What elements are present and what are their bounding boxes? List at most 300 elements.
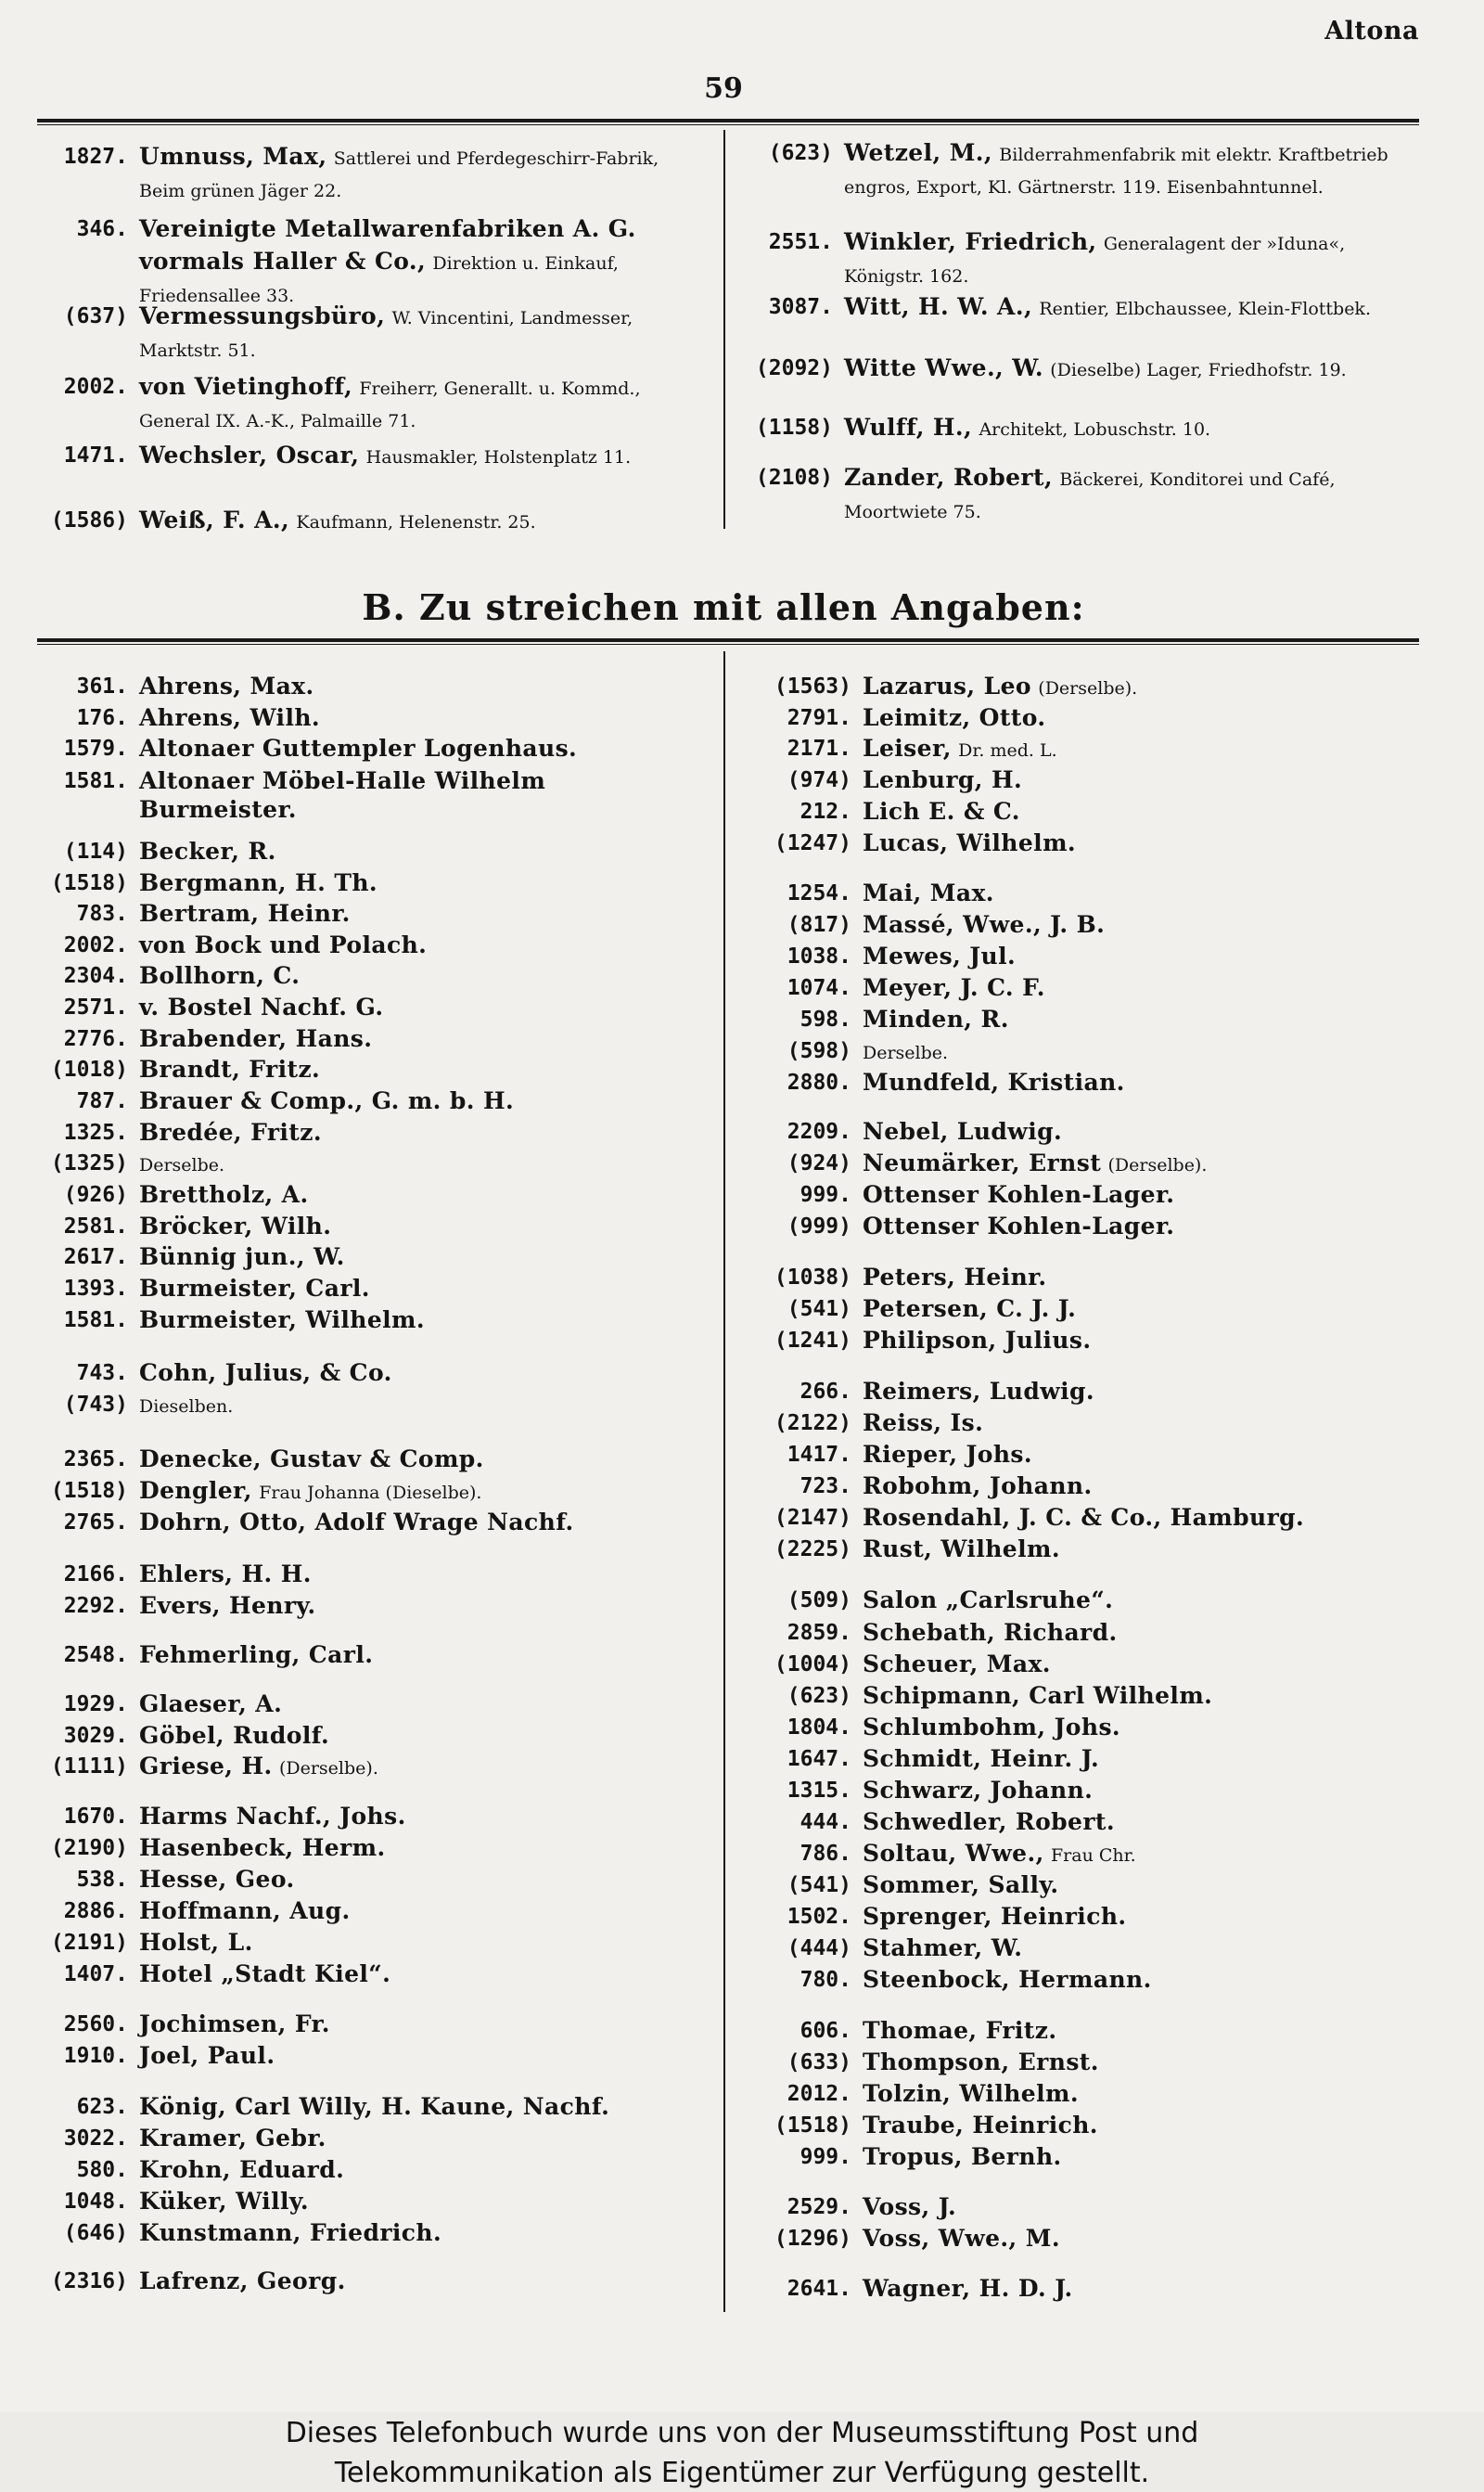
entry-number: 2886. — [63, 1899, 128, 1923]
entry-number: (637) — [63, 304, 128, 328]
entry-number: (444) — [787, 1936, 851, 1960]
entry-name: Schwedler, Robert. — [863, 1808, 1115, 1835]
entry-text — [844, 353, 1419, 386]
entry-text — [863, 943, 1419, 972]
entry-text — [844, 291, 1419, 325]
entry-number: 999. — [800, 1183, 851, 1207]
entry-text — [863, 2017, 1419, 2047]
entry-text — [139, 1243, 700, 1273]
entry-text — [139, 141, 700, 207]
entry-name: Hotel „Stadt Kiel“. — [139, 1960, 391, 1987]
entry-name: Leimitz, Otto. — [863, 704, 1046, 731]
entry-name: Hoffmann, Aug. — [139, 1897, 351, 1924]
entry-name: Jochimsen, Fr. — [139, 2010, 330, 2037]
entry-name: Denecke, Gustav & Comp. — [139, 1445, 484, 1472]
entry-text — [139, 1803, 700, 1832]
entry-number: (2316) — [50, 2269, 128, 2293]
entry-number: 2012. — [787, 2082, 851, 2106]
entry-name: Reiss, Is. — [863, 1409, 984, 1436]
entry-name: Ottenser Kohlen-Lager. — [863, 1213, 1175, 1240]
entry-text — [863, 1504, 1419, 1534]
entry-number: (1563) — [774, 674, 851, 699]
entry-text — [863, 1378, 1419, 1407]
entry-name: Neumärker, Ernst — [863, 1150, 1102, 1176]
entry-number: 2551. — [768, 230, 833, 254]
entry-name: Tropus, Bernh. — [863, 2143, 1062, 2170]
entry-number: (2225) — [774, 1537, 851, 1561]
entry-text — [139, 1960, 700, 1990]
entry-number: (2092) — [755, 356, 833, 380]
section-b-divider — [723, 651, 725, 2312]
section-b-heading: B. Zu streichen mit allen Angaben: — [362, 586, 1085, 628]
entry-name: Wulff, H., — [844, 414, 973, 441]
entry-detail: Bäckerei, Konditorei und Café, Moortwiete 75. — [844, 469, 1336, 522]
entry-name: Brettholz, A. — [139, 1181, 309, 1208]
entry-number: (817) — [787, 913, 851, 937]
entry-detail: Bilderrahmenfabrik mit elektr. Kraftbetrieb engros, Export, Kl. Gärtnerstr. 119. Eisenbahntunnel. — [844, 145, 1388, 198]
entry-number: 361. — [76, 674, 128, 699]
entry-number: (1004) — [774, 1652, 851, 1676]
entry-number: (743) — [63, 1393, 128, 1417]
entry-number: 2304. — [63, 964, 128, 988]
entry-detail: (Derselbe). — [278, 1758, 378, 1779]
entry-name: Meyer, J. C. F. — [863, 974, 1045, 1001]
entry-number: (2122) — [774, 1411, 851, 1435]
entry-text — [863, 1441, 1419, 1471]
entry-text — [139, 1509, 700, 1538]
entry-text — [863, 1682, 1419, 1712]
entry-text — [863, 829, 1419, 859]
entry-number: 1647. — [787, 1747, 851, 1771]
entry-number: 598. — [800, 1008, 851, 1032]
entry-number: (1247) — [774, 831, 851, 855]
entry-text — [139, 1641, 700, 1671]
footer-line-1: Dieses Telefonbuch wurde uns von der Museumsstiftung Post und — [285, 2417, 1199, 2449]
entry-text — [863, 2193, 1419, 2223]
entry-text — [863, 1714, 1419, 1743]
entry-text — [863, 1586, 1419, 1616]
entry-text — [139, 2267, 700, 2297]
entry-text — [844, 412, 1419, 445]
entry-name: Reimers, Ludwig. — [863, 1378, 1095, 1405]
entry-number: (1586) — [50, 508, 128, 533]
entry-number: 1581. — [63, 769, 128, 793]
entry-number: 2859. — [787, 1621, 851, 1645]
entry-number: (633) — [787, 2050, 851, 2075]
entry-number: (114) — [63, 840, 128, 864]
entry-number: (1038) — [774, 1265, 851, 1290]
entry-text — [863, 1808, 1419, 1838]
entry-text — [139, 1753, 700, 1782]
entry-name: Schlumbohm, Johs. — [863, 1714, 1121, 1741]
footer-notice — [0, 2412, 1484, 2492]
entry-text — [139, 371, 700, 437]
entry-number: 2548. — [63, 1643, 128, 1667]
entry-text — [863, 2049, 1419, 2078]
entry-name: Thompson, Ernst. — [863, 2049, 1099, 2075]
entry-text — [139, 735, 700, 764]
entry-name: Bollhorn, C. — [139, 962, 301, 989]
entry-text — [844, 226, 1419, 292]
entry-text — [863, 1472, 1419, 1502]
entry-number: 1471. — [63, 443, 128, 468]
entry-name: Philipson, Julius. — [863, 1327, 1092, 1354]
entry-name: Cohn, Julius, & Co. — [139, 1359, 392, 1386]
entry-name: Scheuer, Max. — [863, 1651, 1051, 1677]
entry-number: 2209. — [787, 1120, 851, 1144]
entry-name: Lich E. & C. — [863, 798, 1020, 825]
entry-number: (1018) — [50, 1058, 128, 1082]
entry-number: 2641. — [787, 2277, 851, 2301]
entry-text — [139, 838, 700, 867]
entry-text — [139, 440, 700, 473]
entry-spacer — [1044, 1843, 1051, 1867]
entry-name: Bredée, Fritz. — [139, 1119, 322, 1146]
entry-name: Bröcker, Wilh. — [139, 1213, 332, 1240]
entry-name: Göbel, Rudolf. — [139, 1722, 330, 1749]
entry-text — [139, 2219, 700, 2249]
entry-number: (623) — [787, 1684, 851, 1708]
entry-text — [863, 1150, 1419, 1179]
entry-number: (2147) — [774, 1506, 851, 1530]
entry-text — [863, 880, 1419, 909]
entry-name: Bergmann, H. Th. — [139, 869, 378, 896]
entry-number: 1038. — [787, 944, 851, 969]
entry-text — [139, 1150, 700, 1179]
entry-name: Glaeser, A. — [139, 1690, 283, 1717]
entry-number: (509) — [787, 1588, 851, 1612]
entry-name: von Bock und Polach. — [139, 931, 428, 958]
entry-text — [863, 1037, 1419, 1067]
entry-text — [139, 2093, 700, 2123]
entry-text — [139, 1056, 700, 1085]
entry-name: Brandt, Fritz. — [139, 1056, 321, 1083]
entry-number: 1929. — [63, 1692, 128, 1716]
entry-number: (924) — [787, 1151, 851, 1175]
entry-detail: Sattlerei und Pferdegeschirr-Fabrik, Beim grünen Jäger 22. — [139, 148, 659, 201]
entry-name: Vereinigte Metallwarenfabriken A. G. vormals Haller & Co., — [139, 215, 636, 275]
entry-detail: Dr. med. L. — [958, 740, 1057, 761]
entry-number: 1581. — [63, 1308, 128, 1332]
entry-detail: Dieselben. — [139, 1396, 234, 1417]
entry-number: 1074. — [787, 976, 851, 1000]
entry-number: (999) — [787, 1214, 851, 1239]
entry-detail: Derselbe. — [863, 1043, 949, 1063]
entry-number: (1158) — [755, 416, 833, 440]
entry-detail: (Dieselbe) Lager, Friedhofstr. 19. — [1050, 360, 1347, 380]
top-rule — [37, 119, 1419, 122]
entry-number: 2002. — [63, 375, 128, 399]
entry-text — [139, 1561, 700, 1590]
entry-text — [139, 673, 700, 702]
entry-text — [139, 2156, 700, 2186]
entry-text — [863, 2080, 1419, 2110]
entry-name: Salon „Carlsruhe“. — [863, 1586, 1114, 1613]
entry-text — [139, 994, 700, 1023]
entry-name: Tolzin, Wilhelm. — [863, 2080, 1079, 2107]
entry-name: Krohn, Eduard. — [139, 2156, 345, 2183]
entry-name: Lafrenz, Georg. — [139, 2267, 346, 2294]
entry-text — [139, 1087, 700, 1117]
entry-text — [863, 1535, 1419, 1565]
entry-text — [863, 1118, 1419, 1148]
entry-name: Minden, R. — [863, 1006, 1009, 1033]
entry-name: Nebel, Ludwig. — [863, 1118, 1063, 1145]
entry-name: Ahrens, Wilh. — [139, 704, 321, 731]
entry-text — [863, 974, 1419, 1004]
entry-detail: Hausmakler, Holstenplatz 11. — [365, 447, 632, 468]
entry-name: Vermessungsbüro, — [139, 302, 386, 329]
entry-name: Kunstmann, Friedrich. — [139, 2219, 442, 2246]
entry-name: Wetzel, M., — [844, 139, 992, 166]
entry-number: 2571. — [63, 996, 128, 1020]
entry-text — [863, 1934, 1419, 1964]
entry-number: 623. — [76, 2095, 128, 2119]
entry-number: 1407. — [63, 1962, 128, 1986]
entry-name: Sommer, Sally. — [863, 1871, 1059, 1898]
entry-text — [863, 704, 1419, 734]
entry-name: Hasenbeck, Herm. — [139, 1834, 386, 1861]
entry-number: 3087. — [768, 295, 833, 319]
entry-text — [863, 2225, 1419, 2254]
entry-text — [863, 1006, 1419, 1035]
entry-name: Bertram, Heinr. — [139, 900, 351, 927]
entry-number: 1827. — [63, 145, 128, 169]
entry-number: 723. — [800, 1474, 851, 1498]
entry-name: Sprenger, Heinrich. — [863, 1903, 1127, 1930]
entry-detail: (Derselbe). — [1107, 1155, 1208, 1175]
entry-text — [139, 213, 700, 312]
entry-text — [139, 1929, 700, 1959]
entry-number: (1518) — [50, 1479, 128, 1503]
entry-text — [139, 1592, 700, 1622]
entry-number: (2190) — [50, 1836, 128, 1860]
entry-number: 2791. — [787, 706, 851, 730]
entry-name: Brabender, Hans. — [139, 1025, 373, 1052]
entry-name: Hesse, Geo. — [139, 1866, 295, 1893]
entry-text — [863, 2112, 1419, 2141]
entry-text — [139, 2010, 700, 2040]
entry-name: Umnuss, Max, — [139, 143, 327, 170]
entry-text — [139, 1275, 700, 1304]
entry-text — [139, 1359, 700, 1389]
entry-number: 2581. — [63, 1214, 128, 1239]
entry-text — [139, 1445, 700, 1475]
entry-name: Joel, Paul. — [139, 2042, 275, 2069]
entry-name: Stahmer, W. — [863, 1934, 1023, 1961]
entry-name: Fehmerling, Carl. — [139, 1641, 374, 1668]
section-b-rule-thin — [37, 644, 1419, 645]
entry-name: Lenburg, H. — [863, 766, 1023, 793]
entry-text — [139, 1391, 700, 1420]
entry-text — [139, 2125, 700, 2154]
entry-text — [139, 1690, 700, 1720]
entry-detail: Direktion u. Einkauf, Friedensallee 33. — [139, 253, 619, 306]
entry-text — [139, 1866, 700, 1895]
entry-name: Becker, R. — [139, 838, 276, 865]
entry-spacer — [1097, 231, 1104, 255]
entry-text — [139, 962, 700, 992]
entry-text — [139, 1025, 700, 1055]
entry-name: Evers, Henry. — [139, 1592, 316, 1619]
entry-text — [139, 1181, 700, 1211]
entry-name: Petersen, C. J. J. — [863, 1295, 1077, 1322]
entry-text — [863, 1213, 1419, 1242]
entry-name: Altonaer Möbel-Halle Wilhelm Burmeister. — [139, 767, 546, 823]
entry-number: 538. — [76, 1868, 128, 1892]
entry-number: 2002. — [63, 933, 128, 957]
entry-number: (623) — [768, 141, 833, 165]
entry-text — [139, 1213, 700, 1242]
entry-name: Voss, Wwe., M. — [863, 2225, 1060, 2252]
entry-text — [863, 911, 1419, 941]
entry-number: 2529. — [787, 2195, 851, 2219]
entry-detail: Rentier, Elbchaussee, Klein-Flottbek. — [1039, 299, 1371, 319]
entry-number: 3029. — [63, 1724, 128, 1748]
page-number: 59 — [704, 72, 743, 105]
entry-number: 1804. — [787, 1715, 851, 1740]
entry-number: (541) — [787, 1297, 851, 1321]
entry-number: 743. — [76, 1361, 128, 1385]
entry-number: 212. — [800, 800, 851, 824]
entry-detail: Frau Chr. — [1050, 1845, 1136, 1866]
entry-number: (1518) — [50, 871, 128, 895]
entry-name: Lucas, Wilhelm. — [863, 829, 1077, 856]
entry-number: 1502. — [787, 1905, 851, 1929]
entry-text — [139, 1306, 700, 1336]
entry-spacer — [359, 444, 365, 469]
entry-text — [139, 2042, 700, 2072]
entry-text — [863, 1181, 1419, 1211]
entry-name: König, Carl Willy, H. Kaune, Nachf. — [139, 2093, 610, 2120]
entry-number: 2292. — [63, 1594, 128, 1618]
footer-line-2: Telekommunikation als Eigentümer zur Verfügung gestellt. — [334, 2457, 1150, 2489]
entry-text — [139, 1722, 700, 1752]
entry-name: Zander, Robert, — [844, 464, 1054, 491]
entry-name: Massé, Wwe., J. B. — [863, 911, 1106, 938]
entry-name: Rieper, Johs. — [863, 1441, 1032, 1468]
entry-name: Harms Nachf., Johs. — [139, 1803, 406, 1830]
entry-number: (541) — [787, 1873, 851, 1897]
entry-text — [863, 2143, 1419, 2173]
entry-number: 444. — [800, 1810, 851, 1834]
entry-number: 1579. — [63, 737, 128, 761]
entry-number: 1670. — [63, 1805, 128, 1829]
entry-number: 2171. — [787, 737, 851, 761]
entry-detail: W. Vincentini, Landmesser, Marktstr. 51. — [139, 308, 633, 361]
entry-text — [863, 1295, 1419, 1325]
entry-name: Holst, L. — [139, 1929, 253, 1956]
entry-text — [139, 505, 700, 538]
entry-name: Wechsler, Oscar, — [139, 442, 360, 469]
entry-text — [863, 1903, 1419, 1933]
entry-text — [863, 766, 1419, 796]
entry-text — [863, 1840, 1419, 1869]
entry-name: Mai, Max. — [863, 880, 994, 906]
entry-text — [139, 869, 700, 899]
entry-name: v. Bostel Nachf. G. — [139, 994, 384, 1021]
entry-number: 580. — [76, 2158, 128, 2182]
entry-number: 786. — [800, 1842, 851, 1866]
entry-number: (2108) — [755, 466, 833, 490]
entry-name: Dengler, — [139, 1477, 252, 1504]
entry-number: 2560. — [63, 2012, 128, 2036]
entry-number: 3022. — [63, 2126, 128, 2151]
entry-name: Dohrn, Otto, Adolf Wrage Nachf. — [139, 1509, 574, 1535]
entry-name: Weiß, F. A., — [139, 507, 290, 533]
entry-text — [139, 900, 700, 930]
entry-text — [139, 931, 700, 961]
entry-number: (926) — [63, 1183, 128, 1207]
entry-name: Ehlers, H. H. — [139, 1561, 312, 1587]
entry-name: Traube, Heinrich. — [863, 2112, 1098, 2139]
entry-number: 1910. — [63, 2044, 128, 2068]
entry-text — [863, 1777, 1419, 1806]
entry-name: Burmeister, Carl. — [139, 1275, 370, 1302]
top-rule-thin — [37, 124, 1419, 125]
entry-number: 266. — [800, 1380, 851, 1404]
entry-text — [844, 137, 1419, 203]
entry-number: (598) — [787, 1039, 851, 1063]
entry-text — [139, 1834, 700, 1864]
entry-detail: Derselbe. — [139, 1155, 225, 1175]
entry-name: Soltau, Wwe., — [863, 1840, 1044, 1867]
entry-detail: Freiherr, Generallt. u. Kommd., General IX. A.-K., Palmaille 71. — [139, 379, 641, 431]
entry-text — [139, 1897, 700, 1927]
entry-number: 2880. — [787, 1071, 851, 1095]
entry-number: 2166. — [63, 1562, 128, 1586]
entry-number: 2765. — [63, 1510, 128, 1535]
entry-name: Ottenser Kohlen-Lager. — [863, 1181, 1175, 1208]
entry-name: Winkler, Friedrich, — [844, 228, 1097, 255]
entry-number: 1417. — [787, 1443, 851, 1467]
entry-text — [139, 301, 700, 366]
entry-name: Lazarus, Leo — [863, 673, 1031, 700]
entry-number: 783. — [76, 902, 128, 926]
entry-number: 1048. — [63, 2190, 128, 2214]
entry-text — [139, 767, 700, 826]
entry-name: Rosendahl, J. C. & Co., Hamburg. — [863, 1504, 1305, 1531]
entry-text — [139, 704, 700, 734]
entry-name: Altonaer Guttempler Logenhaus. — [139, 735, 578, 762]
entry-name: Rust, Wilhelm. — [863, 1535, 1060, 1562]
entry-detail: (Derselbe). — [1038, 678, 1138, 699]
entry-text — [844, 462, 1419, 528]
entry-number: (1241) — [774, 1329, 851, 1353]
entry-text — [863, 1069, 1419, 1098]
entry-number: (1325) — [50, 1151, 128, 1175]
entry-number: 2776. — [63, 1027, 128, 1051]
entry-name: Mundfeld, Kristian. — [863, 1069, 1125, 1096]
entry-name: Griese, H. — [139, 1753, 273, 1779]
entry-name: Leiser, — [863, 735, 952, 762]
entry-name: Witt, H. W. A., — [844, 293, 1033, 320]
entry-spacer — [326, 146, 333, 170]
entry-name: Kramer, Gebr. — [139, 2125, 326, 2152]
entry-name: Schebath, Richard. — [863, 1619, 1118, 1646]
entry-name: Schipmann, Carl Wilhelm. — [863, 1682, 1213, 1709]
entry-text — [139, 2188, 700, 2217]
entry-detail: Frau Johanna (Dieselbe). — [259, 1483, 482, 1503]
entry-number: (1296) — [774, 2227, 851, 2251]
entry-name: Thomae, Fritz. — [863, 2017, 1057, 2044]
entry-text — [863, 798, 1419, 828]
entry-number: 787. — [76, 1089, 128, 1113]
entry-number: 1315. — [787, 1779, 851, 1803]
entry-text — [863, 1966, 1419, 1996]
entry-number: 606. — [800, 2019, 851, 2043]
entry-number: 2617. — [63, 1245, 128, 1269]
